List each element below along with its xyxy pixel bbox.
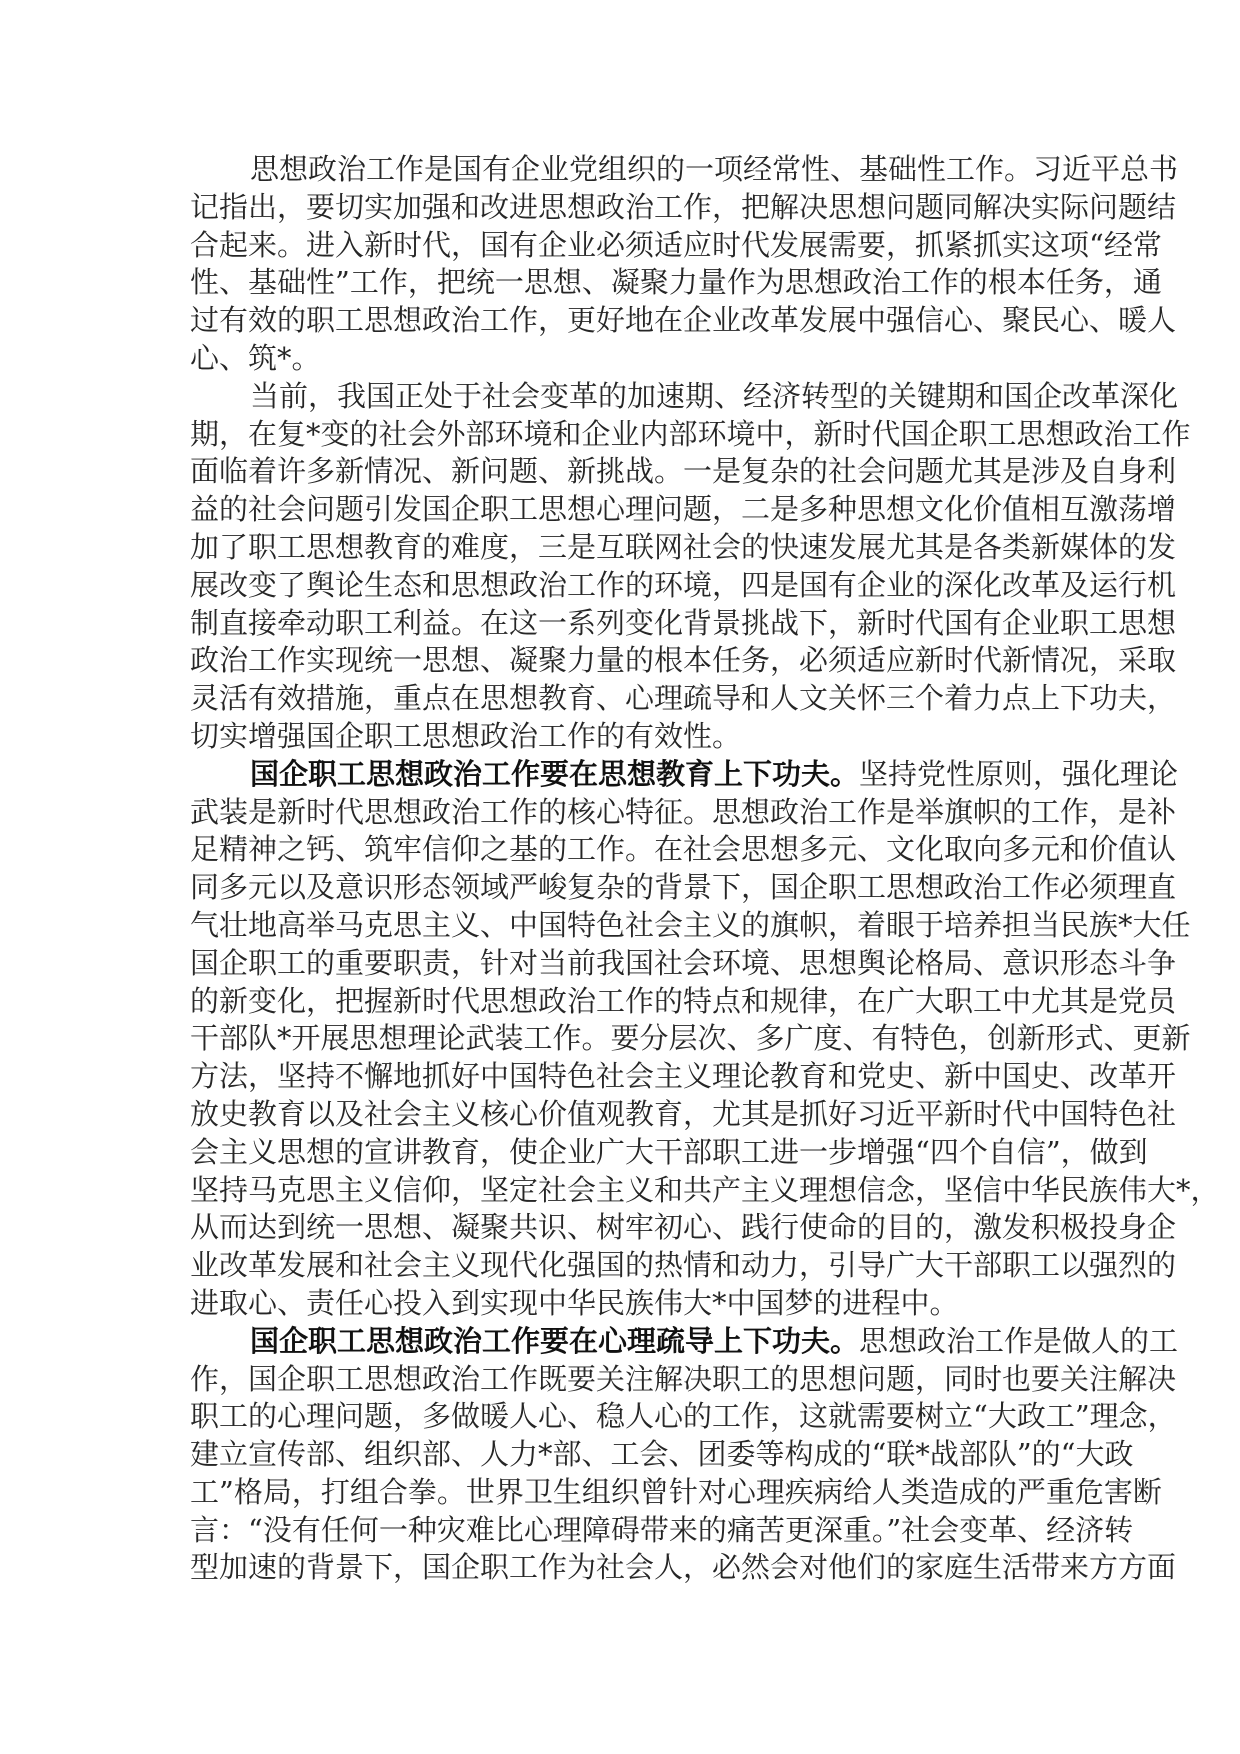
line-text: 业改革发展和社会主义现代化强国的热情和动力，引导广大干部职工以强烈的 xyxy=(190,1248,1177,1283)
line-text: 过有效的职工思想政治工作，更好地在企业改革发展中强信心、聚民心、暖人 xyxy=(190,303,1177,338)
text-line xyxy=(190,1134,1148,1172)
line-text: 思想政治工作是做人的工 xyxy=(859,1323,1179,1358)
text-line xyxy=(190,1096,1177,1134)
text-line xyxy=(190,151,1179,189)
line-text: 型加速的背景下，国企职工作为社会人，必然会对他们的家庭生活带来方方面 xyxy=(190,1550,1177,1585)
line-text: 方法，坚持不懈地抓好中国特色社会主义理论教育和党史、新中国史、改革开 xyxy=(190,1059,1177,1094)
paragraph xyxy=(190,378,1191,756)
text-line xyxy=(190,794,1177,832)
text-line xyxy=(190,302,1177,340)
paragraph-heading: 国企职工思想政治工作要在心理疏导上下功夫。 xyxy=(250,1323,860,1358)
line-text: 工”格局，打组合拳。世界卫生组织曾针对心理疾病给人类造成的严重危害断 xyxy=(190,1474,1162,1509)
paragraph xyxy=(190,756,1220,1323)
text-line xyxy=(190,1398,1177,1436)
line-text: 武装是新时代思想政治工作的核心特征。思想政治工作是举旗帜的工作，是补 xyxy=(190,794,1177,829)
text-line xyxy=(190,1058,1177,1096)
text-line xyxy=(190,605,1177,643)
line-text: 政治工作实现统一思想、凝聚力量的根本任务，必须适应新时代新情况，采取 xyxy=(190,643,1177,678)
text-line xyxy=(190,831,1177,869)
paragraph xyxy=(190,1323,1179,1588)
text-line xyxy=(190,340,1042,378)
line-text: 放史教育以及社会主义核心价值观教育，尤其是抓好习近平新时代中国特色社 xyxy=(190,1096,1177,1131)
line-text: 足精神之钙、筑牢信仰之基的工作。在社会思想多元、文化取向多元和价值认 xyxy=(190,832,1177,867)
line-text: 面临着许多新情况、新问题、新挑战。一是复杂的社会问题尤其是涉及自身利 xyxy=(190,454,1177,489)
text-line xyxy=(190,1247,1177,1285)
line-text: 职工的心理问题，多做暖人心、稳人心的工作，这就需要树立“大政工”理念， xyxy=(190,1399,1177,1434)
paragraph-heading: 国企职工思想政治工作要在思想教育上下功夫。 xyxy=(250,756,860,791)
line-text: 建立宣传部、组织部、人力*部、工会、团委等构成的“联*战部队”的“大政 xyxy=(190,1437,1134,1472)
paragraph xyxy=(190,151,1179,378)
line-text: 记指出，要切实加强和改进思想政治工作，把解决思想问题同解决实际问题结 xyxy=(190,189,1177,224)
text-line xyxy=(190,1172,1220,1210)
text-line xyxy=(190,642,1177,680)
line-text: 作，国企职工思想政治工作既要关注解决职工的思想问题，同时也要关注解决 xyxy=(190,1361,1177,1396)
line-text: 国企职工的重要职责，针对当前我国社会环境、思想舆论格局、意识形态斗争 xyxy=(190,945,1177,980)
text-line xyxy=(190,491,1177,529)
line-text: 灵活有效措施，重点在思想教育、心理疏导和人文关怀三个着力点上下功夫， xyxy=(190,681,1177,716)
text-line xyxy=(190,189,1177,227)
line-text: 益的社会问题引发国企职工思想心理问题，二是多种思想文化价值相互激荡增 xyxy=(190,492,1177,527)
line-text: 心、筑*。 xyxy=(190,340,321,375)
text-line xyxy=(190,1323,1179,1361)
text-line xyxy=(190,1020,1191,1058)
line-text: 会主义思想的宣讲教育，使企业广大干部职工进一步增强“四个自信”，做到 xyxy=(190,1134,1148,1169)
text-line xyxy=(190,416,1191,454)
line-text: 坚持党性原则，强化理论 xyxy=(859,756,1179,791)
line-text: 合起来。进入新时代，国有企业必须适应时代发展需要，抓紧抓实这项“经常 xyxy=(190,227,1162,262)
text-line xyxy=(190,945,1177,983)
line-text: 气壮地高举马克思主义、中国特色社会主义的旗帜，着眼于培养担当民族*大任 xyxy=(190,907,1191,942)
text-line xyxy=(190,907,1191,945)
text-line xyxy=(190,983,1177,1021)
line-text: 干部队*开展思想理论武装工作。要分层次、多广度、有特色，创新形式、更新 xyxy=(190,1021,1191,1056)
text-line xyxy=(190,718,1042,756)
line-text: 性、基础性”工作，把统一思想、凝聚力量作为思想政治工作的根本任务，通 xyxy=(190,265,1162,300)
text-line xyxy=(190,529,1177,567)
line-text: 期，在复*变的社会外部环境和企业内部环境中，新时代国企职工思想政治工作 xyxy=(190,416,1191,451)
line-text: 当前，我国正处于社会变革的加速期、经济转型的关键期和国企改革深化 xyxy=(250,378,1179,413)
text-line xyxy=(190,1549,1177,1587)
text-line xyxy=(190,1361,1177,1399)
text-line xyxy=(190,227,1162,265)
line-text: 同多元以及意识形态领域严峻复杂的背景下，国企职工思想政治工作必须理直 xyxy=(190,870,1177,905)
text-line xyxy=(190,1209,1177,1247)
text-line xyxy=(190,453,1177,491)
text-line xyxy=(190,567,1177,605)
text-line xyxy=(190,756,1179,794)
line-text: 切实增强国企职工思想政治工作的有效性。 xyxy=(190,718,742,753)
line-text: 进取心、责任心投入到实现中华民族伟大*中国梦的进程中。 xyxy=(190,1285,959,1320)
line-text: 思想政治工作是国有企业党组织的一项经常性、基础性工作。习近平总书 xyxy=(250,152,1179,186)
line-text: 从而达到统一思想、凝聚共识、树牢初心、践行使命的目的，激发积极投身企 xyxy=(190,1210,1177,1245)
text-line xyxy=(190,1474,1162,1512)
line-text: 加了职工思想教育的难度，三是互联网社会的快速发展尤其是各类新媒体的发 xyxy=(190,529,1177,564)
text-line xyxy=(190,378,1179,416)
text-line xyxy=(190,264,1162,302)
text-line xyxy=(190,1512,1134,1550)
line-text: 坚持马克思主义信仰，坚定社会主义和共产主义理想信念，坚信中华民族伟大*， xyxy=(190,1172,1220,1207)
document-page xyxy=(190,151,1220,1587)
text-line xyxy=(190,1436,1134,1474)
line-text: 言：“没有任何一种灾难比心理障碍带来的痛苦更深重。”社会变革、经济转 xyxy=(190,1512,1134,1547)
line-text: 的新变化，把握新时代思想政治工作的特点和规律，在广大职工中尤其是党员 xyxy=(190,983,1177,1018)
line-text: 制直接牵动职工利益。在这一系列变化背景挑战下，新时代国有企业职工思想 xyxy=(190,605,1177,640)
line-text: 展改变了舆论生态和思想政治工作的环境，四是国有企业的深化改革及运行机 xyxy=(190,567,1177,602)
text-line xyxy=(190,869,1177,907)
text-line xyxy=(190,1285,1042,1323)
text-line xyxy=(190,680,1177,718)
